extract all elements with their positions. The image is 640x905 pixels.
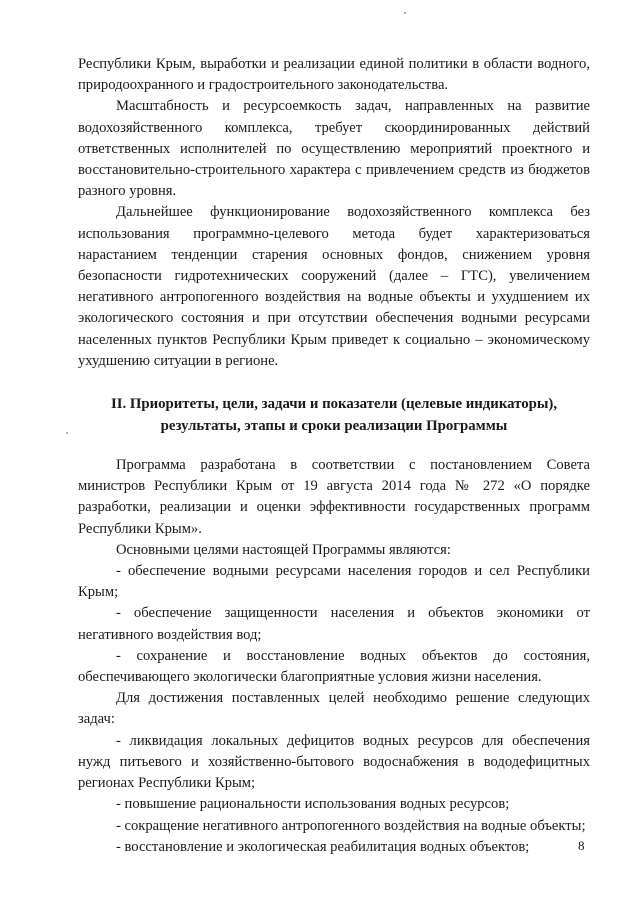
- scan-speck: [66, 432, 68, 434]
- goal-item-3: - сохранение и восстановление водных объектов до состояния, обеспечивающего экологически благоприятные условия жизни населения.: [78, 647, 590, 686]
- spacer: [78, 372, 590, 394]
- document-page: [78, 54, 590, 858]
- paragraph-5: Основными целями настоящей Программы являются:: [116, 541, 451, 558]
- task-item-2: - повышение рациональности использования водных ресурсов;: [116, 796, 510, 813]
- paragraph-4: Программа разработана в соответствии с постановлением Совета министров Республики Крым от 19 августа 2014 года № 272 «О порядке разработки, реализации и оценки эффективности государственных программ Республики Крым».: [78, 457, 590, 537]
- paragraph-3: Дальнейшее функционирование водохозяйственного комплекса без использования программно-целевого метода будет характеризоваться нарастанием тенденции старения основных фондов, снижением уровня безопасности гидротехнических сооружений (далее – ГТС), увеличением негативного антропогенного воздействия на водные объекты и ухудшением их экологического состояния и при отсутствии обеспечения водными ресурсами населенных пунктов Республики Крым приведет к социально – экономическому ухудшению ситуации в регионе.: [78, 204, 590, 369]
- goal-item-1: - обеспечение водными ресурсами населения городов и сел Республики Крым;: [78, 563, 590, 601]
- section-heading-line-2: результаты, этапы и сроки реализации Программы: [160, 417, 508, 434]
- paragraph-1: Республики Крым, выработки и реализации единой политики в области водного, природоохранного и градостроительного законодательства.: [78, 56, 590, 94]
- goal-item-2: - обеспечение защищенности населения и объектов экономики от негативного воздействия вод;: [78, 605, 590, 643]
- page-number: 8: [578, 838, 585, 853]
- paragraph-2: Масштабность и ресурсоемкость задач, направленных на развитие водохозяйственного комплекса, требует скоординированных действий ответственных исполнителей по осуществлению мероприятий проектного и восстановительно-строительного характера с привлечением средств из бюджетов разного уровня.: [78, 98, 590, 200]
- scan-speck: [404, 12, 406, 14]
- spacer: [78, 437, 590, 455]
- paragraph-6: Для достижения поставленных целей необходимо решение следующих задач:: [78, 690, 590, 728]
- section-heading-line-1: II. Приоритеты, цели, задачи и показатели (целевые индикаторы),: [110, 396, 558, 413]
- task-item-1: - ликвидация локальных дефицитов водных ресурсов для обеспечения нужд питьевого и хозяйственно-бытового водоснабжения в вододефицитных регионах Республики Крым;: [78, 732, 590, 792]
- task-item-3: - сокращение негативного антропогенного воздействия на водные объекты;: [116, 817, 586, 834]
- task-item-4: - восстановление и экологическая реабилитация водных объектов;: [116, 838, 530, 855]
